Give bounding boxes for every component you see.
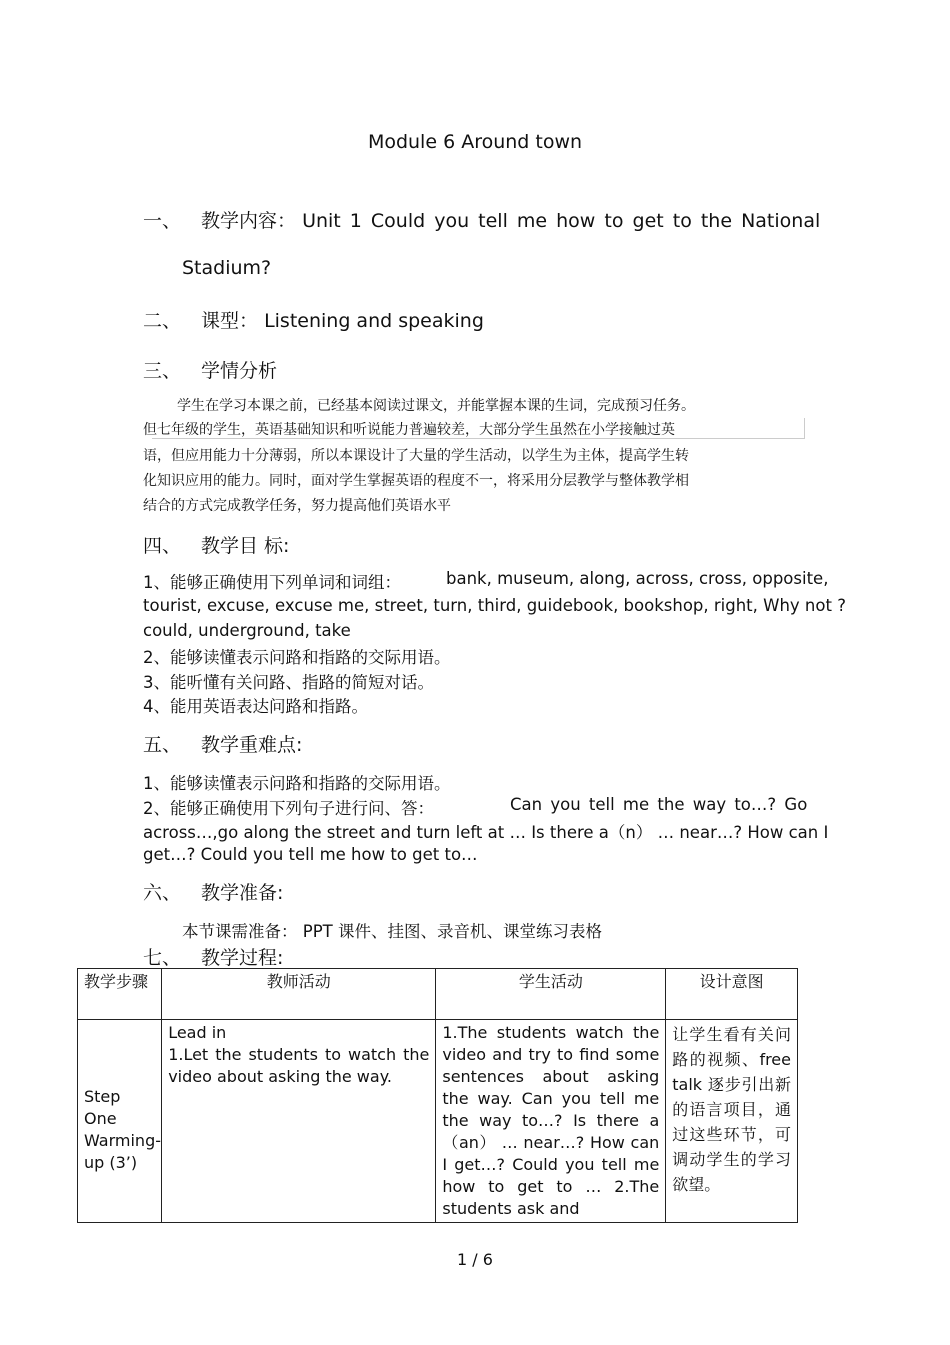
objective-1-words: bank, museum, along, across, cross, opposite,: [446, 569, 829, 588]
header-intent: 设计意图: [666, 969, 798, 1020]
analysis-line-5: 结合的方式完成教学任务，努力提高他们英语水平: [143, 498, 451, 514]
analysis-line-2: 但七年级的学生，英语基础知识和听说能力普遍较差，大部分学生虽然在小学接触过英: [143, 422, 675, 438]
section-4-number: 四、: [143, 535, 182, 557]
keypoint-2-text-b: across…,go along the street and turn left at … Is there a（n） … near…? How can I: [143, 823, 829, 842]
section-2-number: 二、: [143, 310, 182, 332]
header-student: 学生活动: [436, 969, 666, 1020]
section-1-text-cont: Stadium?: [182, 257, 272, 279]
section-7-number: 七、: [143, 947, 182, 969]
objective-1-line-3: could, underground, take: [143, 621, 351, 640]
section-4-label: 教学目 标:: [201, 535, 290, 557]
section-2-heading: [201, 306, 484, 333]
section-5-number: 五、: [143, 734, 182, 756]
cell-intent: 让学生看有关问路的视频、free talk 逐步引出新的语言项目，通过这些环节，可调动学生的学习欲望。: [666, 1020, 798, 1223]
section-7-label: 教学过程:: [201, 947, 284, 969]
keypoint-2-text-c: get…? Could you tell me how to get to…: [143, 845, 478, 864]
section-2-text: Listening and speaking: [264, 310, 484, 332]
page-title: Module 6 Around town: [367, 131, 583, 153]
objective-1-line-2: tourist, excuse, excuse me, street, turn, third, guidebook, bookshop, right, Why not ?: [143, 596, 846, 615]
section-6-label: 教学准备:: [201, 882, 284, 904]
objective-2: 2、能够读懂表示问路和指路的交际用语。: [143, 648, 451, 667]
section-1-label: 教学内容：: [201, 210, 297, 232]
analysis-line-4: 化知识应用的能力。同时，面对学生掌握英语的程度不一，将采用分层教学与整体教学相: [143, 473, 689, 489]
objective-1-prefix: 1、能够正确使用下列单词和词组：: [143, 573, 401, 592]
section-2-label: 课型：: [201, 310, 259, 332]
section-3-label: 学情分析: [201, 360, 278, 382]
page-number: 1 / 6: [457, 1250, 493, 1269]
analysis-line-1: 学生在学习本课之前，已经基本阅读过课文，并能掌握本课的生词，完成预习任务。: [177, 398, 695, 414]
table-header-row: [78, 969, 798, 1020]
analysis-divider-edge: [804, 418, 805, 439]
section-3-number: 三、: [143, 360, 182, 382]
keypoint-2-prefix: 2、能够正确使用下列句子进行问、答：: [143, 799, 434, 818]
objective-4: 4、能用英语表达问路和指路。: [143, 697, 368, 716]
keypoint-1: 1、能够读懂表示问路和指路的交际用语。: [143, 774, 451, 793]
objective-3: 3、能听懂有关问路、指路的简短对话。: [143, 673, 434, 692]
analysis-line-3: 语，但应用能力十分薄弱，所以本课设计了大量的学生活动，以学生为主体，提高学生转: [143, 448, 689, 464]
cell-step: Step One Warming-up (3’): [78, 1020, 162, 1223]
section-1-heading: [201, 206, 820, 233]
process-table: [77, 968, 798, 1223]
section-1-number: 一、: [143, 210, 182, 232]
cell-student: 1.The students watch the video and try to find some sentences about asking the way. Can you tell me the way to…? Is there a（an） … near…? How can I get…? Could you tell me how to get to … 2.The students ask and: [436, 1020, 666, 1223]
cell-teacher: [162, 1020, 436, 1223]
analysis-divider: [152, 438, 804, 439]
section-6-number: 六、: [143, 882, 182, 904]
keypoint-2-text-a: Can you tell me the way to…? Go: [510, 795, 808, 814]
header-teacher: 教师活动: [162, 969, 436, 1020]
header-step: 教学步骤: [78, 969, 162, 1020]
preparation-text: 本节课需准备： PPT 课件、挂图、录音机、课堂练习表格: [182, 922, 602, 941]
teacher-lead-in: Lead in: [168, 1023, 227, 1042]
teacher-activity-1: 1.Let the students to watch the video about asking the way.: [168, 1045, 430, 1086]
table-row: [78, 1020, 798, 1223]
section-1-text: Unit 1 Could you tell me how to get to the National: [302, 210, 821, 232]
section-5-label: 教学重难点:: [201, 734, 303, 756]
